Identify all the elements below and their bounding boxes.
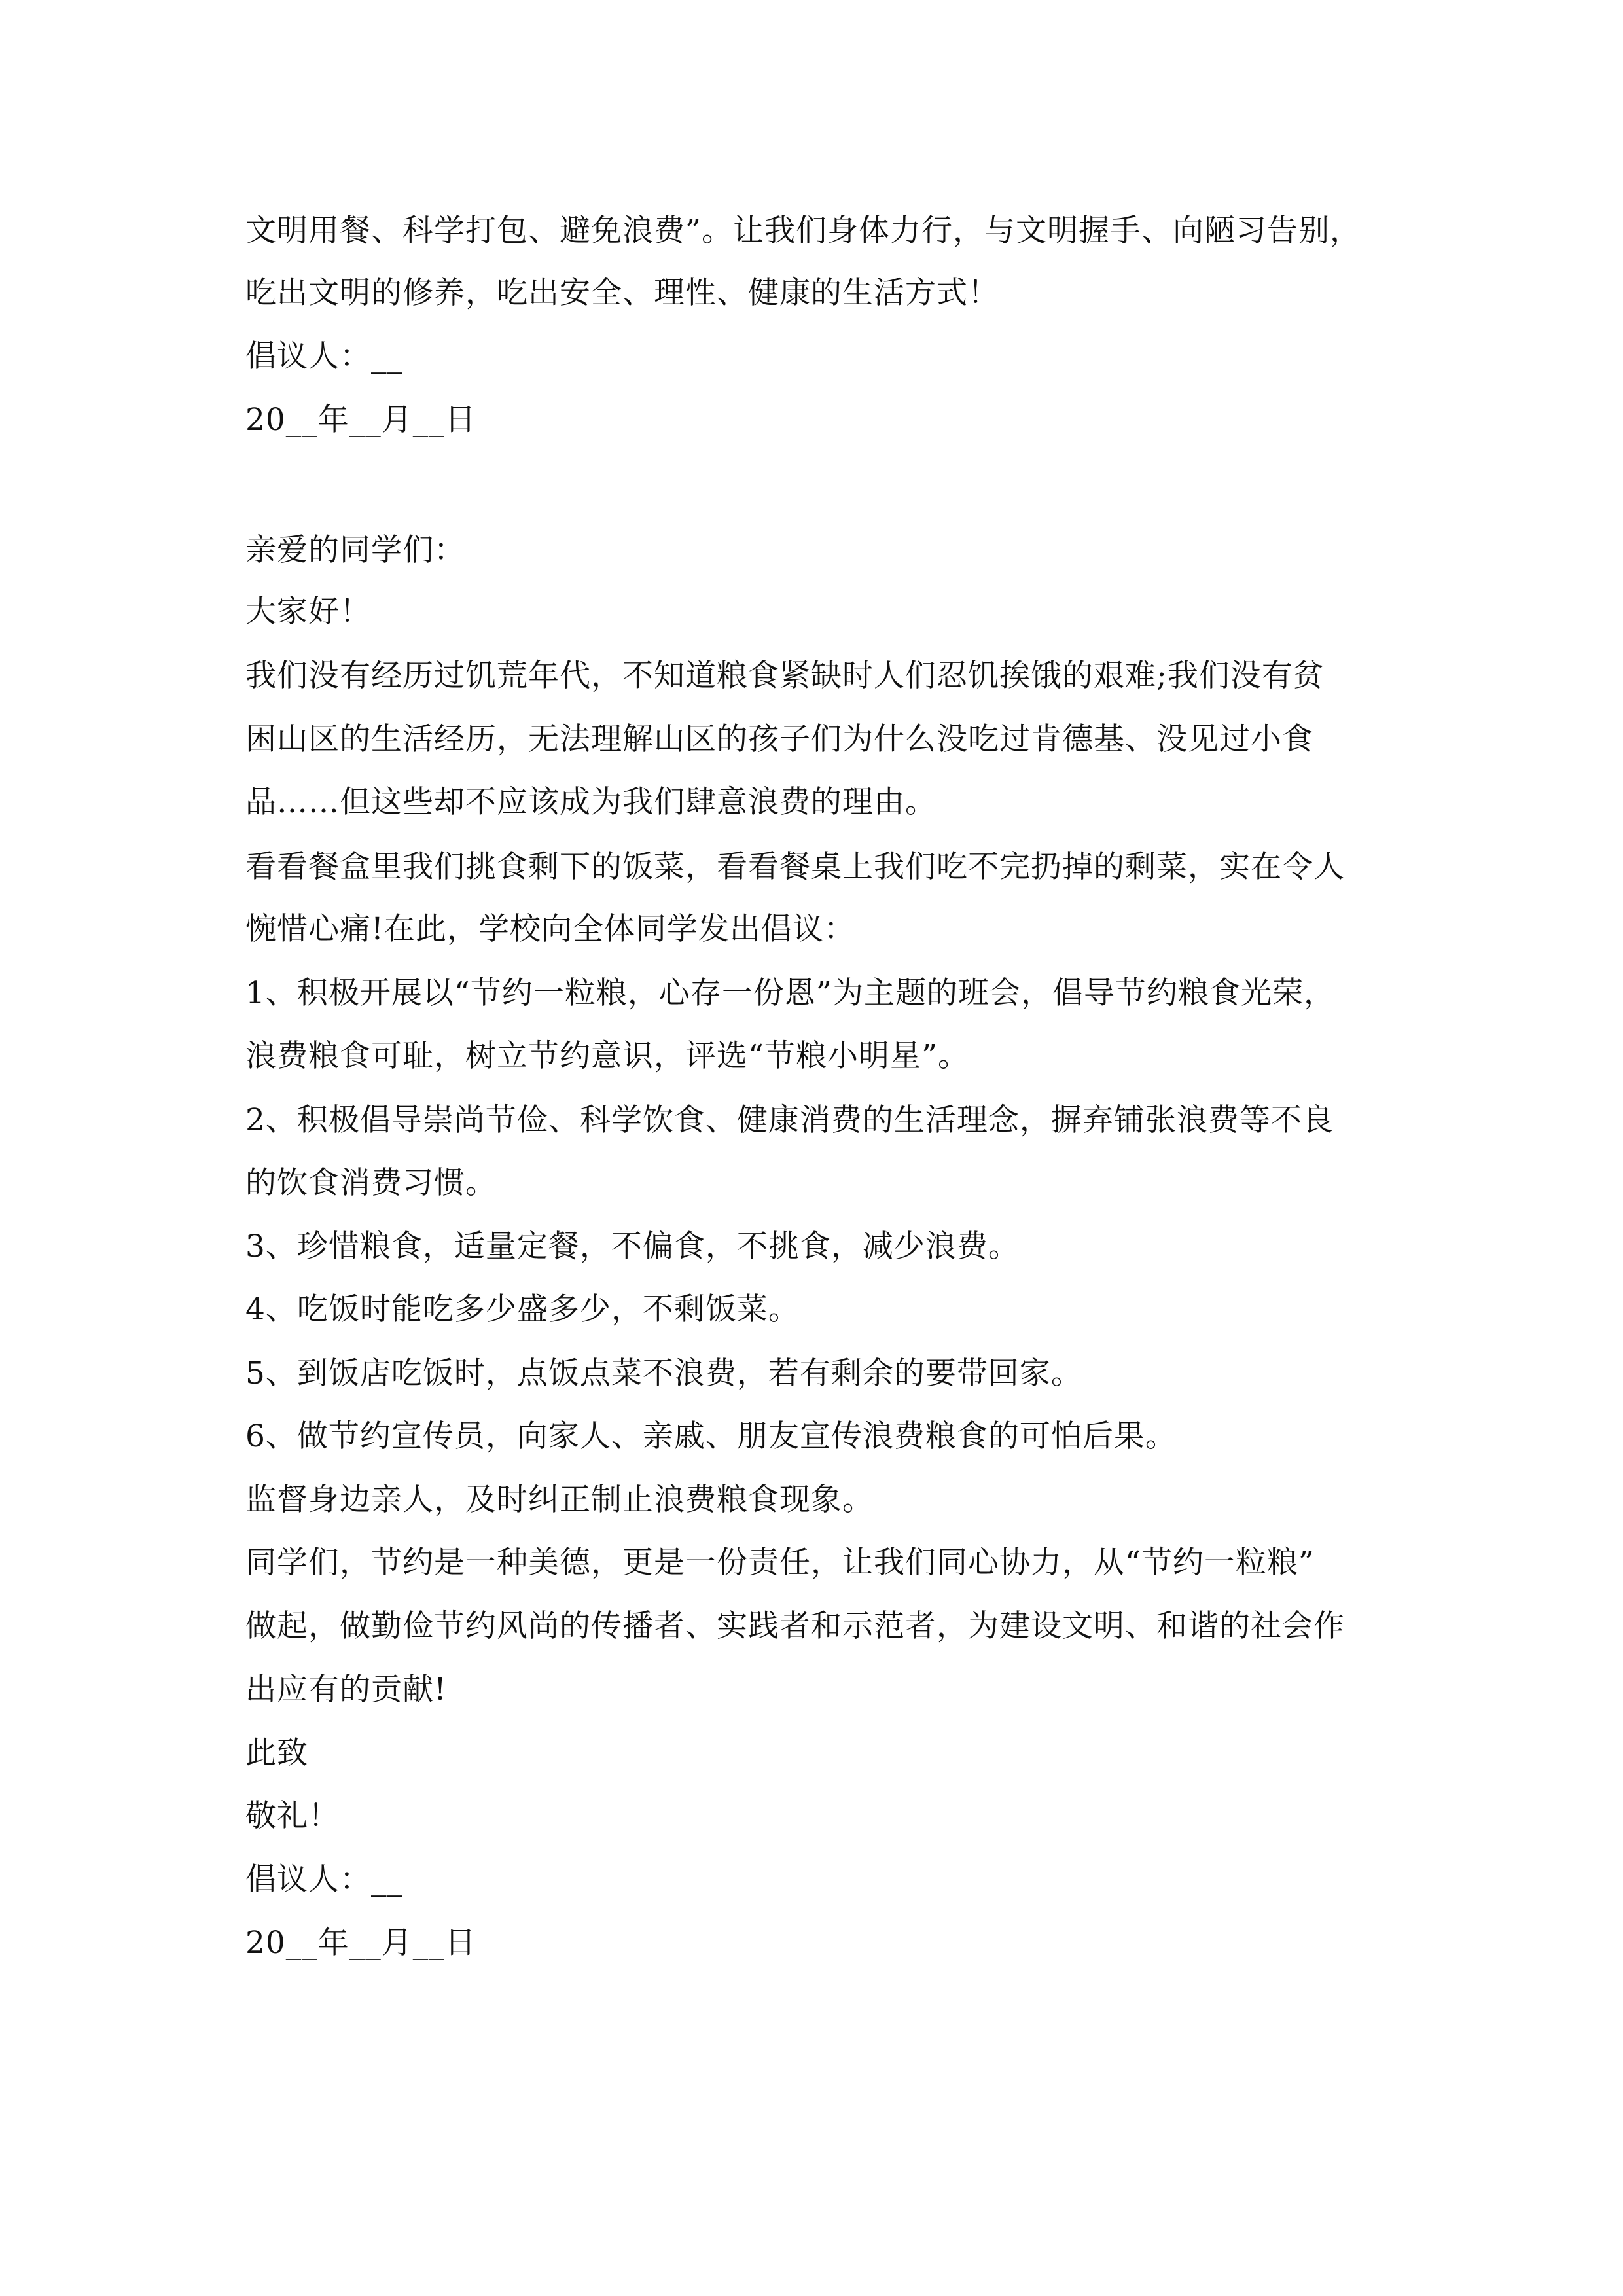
paragraph-line: 惋惜心痛!在此，学校向全体同学发出倡议：: [245, 911, 855, 947]
salutation-line: 敬礼！: [245, 1798, 340, 1834]
paragraph-line: 看看餐盒里我们挑食剩下的饭菜，看看餐桌上我们吃不完扔掉的剩菜，实在令人: [245, 849, 1345, 885]
supervise-line: 监督身边亲人，及时纠正制止浪费粮食现象。: [245, 1482, 874, 1518]
paragraph-line: 同学们，节约是一种美德，更是一份责任，让我们同心协力，从“节约一粒粮”: [245, 1545, 1315, 1581]
hello-line: 大家好！: [245, 594, 371, 630]
text-line: 吃出文明的修养，吃出安全、理性、健康的生活方式！: [245, 275, 999, 311]
greeting: 亲爱的同学们：: [245, 532, 465, 568]
paragraph-line: 我们没有经历过饥荒年代，不知道粮食紧缺时人们忍饥挨饿的艰难;我们没有贫: [245, 658, 1325, 694]
paragraph-line: 做起，做勤俭节约风尚的传播者、实践者和示范者，为建设文明、和谐的社会作: [245, 1608, 1345, 1644]
list-item-continuation: 的饮食消费习惯。: [245, 1165, 497, 1201]
paragraph-line: 困山区的生活经历，无法理解山区的孩子们为什么没吃过肯德基、没见过小食: [245, 721, 1313, 757]
paragraph-line: 品……但这些却不应该成为我们肆意浪费的理由。: [245, 784, 936, 820]
date-line: 20__年__月__日: [245, 1925, 476, 1961]
date-line: 20__年__月__日: [245, 402, 476, 438]
salutation-line: 此致: [245, 1735, 308, 1771]
text-line: 文明用餐、科学打包、避免浪费”。让我们身体力行，与文明握手、向陋习告别，: [245, 213, 1362, 249]
list-item: 3、珍惜粮食，适量定餐，不偏食，不挑食，减少浪费。: [245, 1229, 1020, 1265]
list-item: 5、到饭店吃饭时，点饭点菜不浪费，若有剩余的要带回家。: [245, 1355, 1082, 1391]
list-item: 1、积极开展以“节约一粒粮，心存一份恩”为主题的班会，倡导节约粮食光荣，: [245, 975, 1335, 1011]
initiator-line: 倡议人：__: [245, 1861, 403, 1897]
list-item-continuation: 浪费粮食可耻，树立节约意识，评选“节粮小明星”。: [245, 1038, 970, 1074]
list-item: 4、吃饭时能吃多少盛多少，不剩饭菜。: [245, 1291, 800, 1327]
paragraph-line: 出应有的贡献!: [245, 1672, 447, 1708]
initiator-line: 倡议人：__: [245, 338, 403, 374]
list-item: 6、做节约宣传员，向家人、亲戚、朋友宣传浪费粮食的可怕后果。: [245, 1418, 1177, 1454]
list-item: 2、积极倡导崇尚节俭、科学饮食、健康消费的生活理念，摒弃铺张浪费等不良: [245, 1102, 1334, 1138]
